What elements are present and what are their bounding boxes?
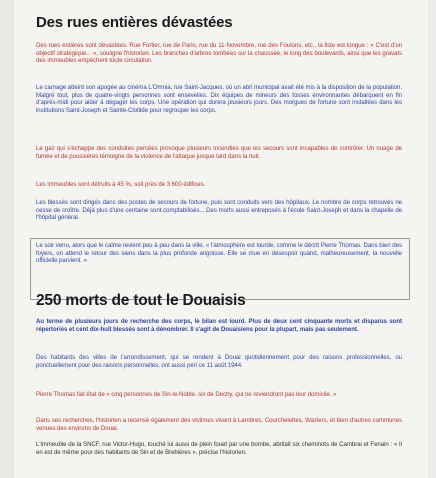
paragraph: Le soir venu, alors que le calme revient peu à peu dans la ville, « l'atmosphère est lourde, comme le décrit Pierre Thomas. Dans bien des foyers, on attend le retour des siens dans la plus profonde angoisse. Elle se mue en désespoir quand, malheureusement, la nouvelle officielle parvient. »	[36, 242, 402, 265]
paragraph-container	[36, 181, 402, 190]
paragraph: Les blessés sont dirigés dans des postes de secours de fortune, puis sont conduits vers des hôpitaux. Le nombre de corps retrouvés ne cesse de croître. Déjà plus d'une centaine sont comptabilisés... Des morts aussi entreposés à l'école Saint-Joseph et dans la chapelle de l'hôpital général.	[36, 199, 402, 222]
paragraph-container	[36, 84, 402, 139]
paragraph-container	[36, 417, 402, 433]
paragraph: Des rues entières sont dévastées. Rue Fortier, rue de Paris, rue du 11-Novembre, rue des Foulons, etc., la liste est longue : « C'est d'un objectif stratégique... », souligne l'historien. Les branches d'arbres tombées sur la chaussée, le long des boulevards, ainsi que les gravats des immeubles empêchent toute circulation.	[36, 42, 402, 65]
section-rues-devastees	[36, 14, 402, 31]
paragraph: L'immeuble de la SNCF, rue Victor-Hugo, touché lui aussi de plein fouet par une bombe, abritait six cheminots de Cambrai et Fenain : « Il en est de même pour des habitants de Sin et de Brebières », précise l'historien.	[36, 441, 402, 456]
paragraph-container	[36, 145, 402, 169]
paragraph-container	[36, 199, 402, 231]
paragraph-container	[36, 391, 402, 407]
section-divider-frame	[30, 238, 410, 300]
paragraph-container	[36, 441, 402, 465]
page-left-margin	[0, 0, 14, 478]
paragraph: Des habitants des villes de l'arrondissement, qui se rendent à Douai quotidiennement pour des raisons professionnelles, ou ponctuellement pour des raisons personnelles, ont aussi péri ce 11 août 1944.	[36, 354, 402, 369]
section-title: Des rues entières dévastées	[36, 14, 233, 31]
paragraph-container	[36, 318, 402, 342]
paragraph-container	[36, 354, 402, 378]
paragraph: Le gaz qui s'échappe des conduites percées provoque plusieurs incendies que les secours sont incapables de contrôler. Un nuage de fumée et de poussières témoigne de la violence de l'attaque jusque tard dans la nuit.	[36, 145, 402, 160]
paragraph: Le carnage atteint son apogée au cinéma L'Omnia, rue Saint-Jacques, où un abri municipal avait été mis à la disposition de la population. Malgré tout, plus de quatre-vingts personnes sont ensevelies. Dix équipes de mineurs des fosses environnantes débarquent en fin d'après-midi pour aider à dégager les corps. Une opération qui durera plusieurs jours. Des morgues de fortune sont installées dans les institutions Saint-Joseph et Sainte-Clotilde pour regrouper les corps.	[36, 84, 402, 115]
paragraph-container	[36, 42, 402, 74]
section-250-morts	[36, 292, 402, 310]
section-title: 250 morts de tout le Douaisis	[36, 292, 246, 309]
paragraph: Les immeubles sont détruits à 45 %, soit près de 3 600 édifices.	[36, 181, 206, 188]
paragraph: Pierre Thomas fait état de « cinq personnes de Sin-le-Noble, six de Dechy, qui ne reviendront pas leur domicile. »	[36, 391, 337, 398]
paragraph: Dans ses recherches, l'historien a recensé également des victimes vivant à Lambres, Courchelettes, Waziers, et bien d'autres communes venues des environs de Douai.	[36, 417, 402, 432]
paragraph: Au terme de plusieurs jours de recherche des corps, le bilan est lourd. Plus de deux cent cinquante morts et disparus sont répertoriés et cent dix-huit blessés sont à dénombrer. Il s'agit de Douaisiens pour la plupart, mais pas seulement.	[36, 318, 402, 333]
page-right-margin	[428, 0, 436, 478]
